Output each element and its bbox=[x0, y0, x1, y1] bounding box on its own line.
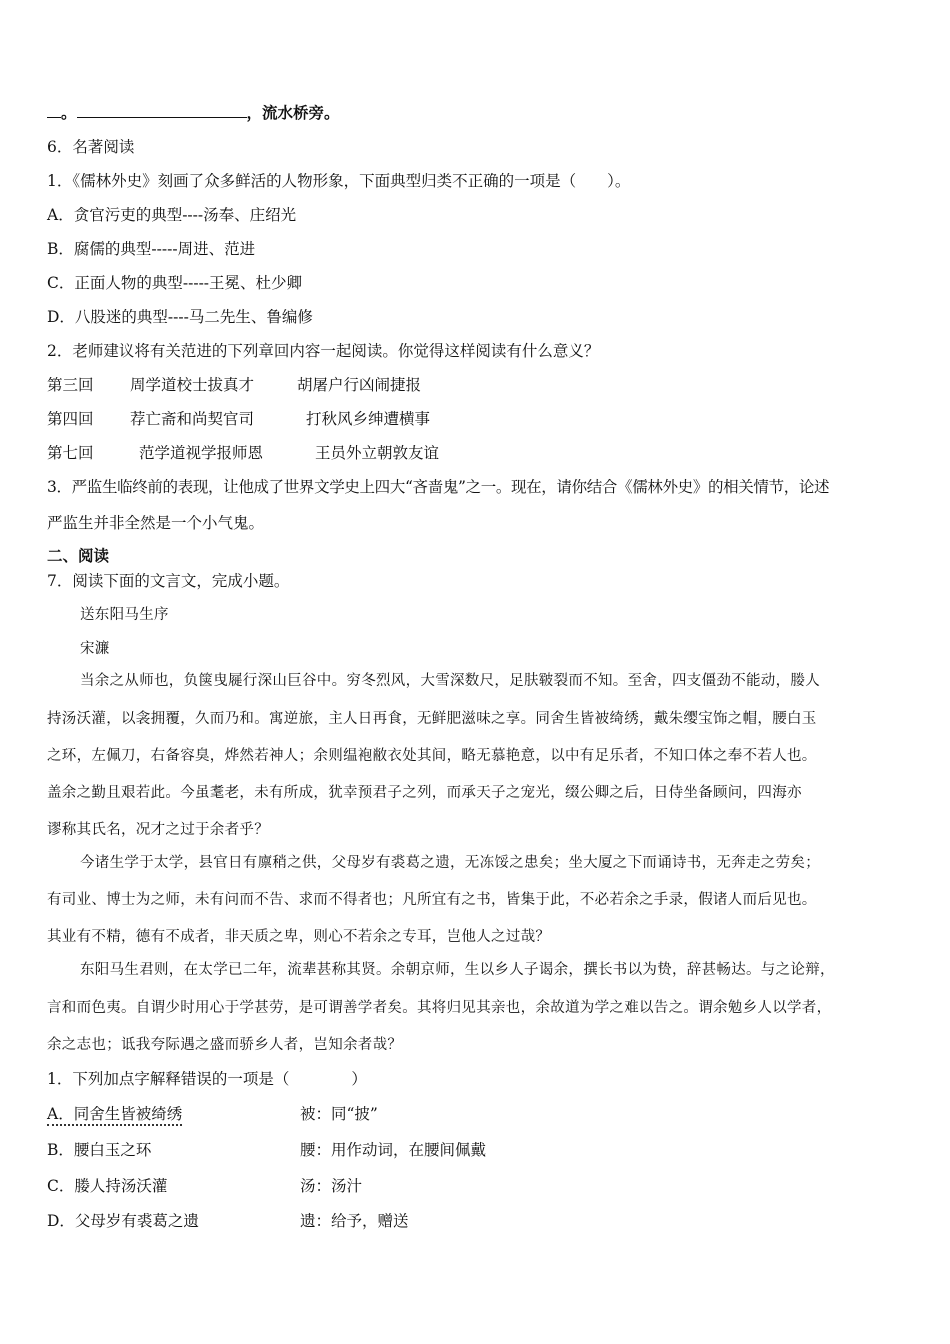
option-explanation: 汤：汤汁 bbox=[300, 1177, 363, 1195]
chapter-title-a: 范学道视学报师恩 bbox=[139, 444, 264, 462]
option-text: C．媵人持汤沃灌 bbox=[47, 1177, 168, 1195]
line-text: ，流水桥旁。 bbox=[246, 104, 340, 122]
passage-line: 有司业、博士为之师，未有问而不告、求而不得者也；凡所宜有之书，皆集于此，不必若余之手录，假诸人而后见也。 bbox=[47, 892, 817, 908]
option-text: B．腰白玉之环 bbox=[47, 1141, 152, 1159]
option-text: D．父母岁有裘葛之遗 bbox=[47, 1212, 199, 1230]
sub-option-a bbox=[47, 1104, 378, 1124]
passage-line: 盖余之勤且艰若此。今虽耄老，未有所成，犹幸预君子之列，而承天子之宠光，缀公卿之后，日侍坐备顾问，四海亦 bbox=[47, 785, 802, 801]
option-d: D．八股迷的典型----马二先生、鲁编修 bbox=[47, 308, 313, 326]
option-explanation: 被：同“披” bbox=[300, 1105, 378, 1123]
question-7: 7．阅读下面的文言文，完成小题。 bbox=[47, 572, 290, 590]
poem-fill-line bbox=[47, 103, 340, 123]
passage-title: 送东阳马生序 bbox=[80, 607, 169, 623]
question-6-title: 6．名著阅读 bbox=[47, 138, 135, 156]
chapter-title-b: 打秋风乡绅遭横事 bbox=[306, 410, 431, 428]
blank-suffix: 。 bbox=[61, 104, 77, 122]
passage-line: 东阳马生君则，在太学已二年，流辈甚称其贤。余朝京师，生以乡人子谒余，撰长书以为贽，辞甚畅达。与之论辩， bbox=[80, 962, 835, 978]
fill-blank bbox=[47, 103, 61, 118]
option-explanation: 遗：给予，赠送 bbox=[300, 1212, 409, 1230]
chapter-title-b: 胡屠户行凶闹捷报 bbox=[297, 376, 422, 394]
passage-line: 持汤沃灌，以衾拥覆，久而乃和。寓逆旅，主人日再食，无鲜肥滋味之享。同舍生皆被绮绣，戴朱缨宝饰之帽，腰白玉 bbox=[47, 711, 817, 727]
chapter-row bbox=[47, 443, 440, 463]
option-c: C．正面人物的典型-----王冕、杜少卿 bbox=[47, 274, 303, 292]
passage-line: 当余之从师也，负箧曳屣行深山巨谷中。穷冬烈风，大雪深数尺，足肤皲裂而不知。至舍，四支僵劲不能动，媵人 bbox=[80, 673, 820, 689]
question-1: 1．《儒林外史》刻画了众多鲜活的人物形象，下面典型归类不正确的一项是（ ）。 bbox=[47, 172, 631, 190]
chapter-title-b: 王员外立朝敦友谊 bbox=[315, 444, 440, 462]
question-3-line: 3．严监生临终前的表现，让他成了世界文学史上四大“吝啬鬼”之一。现在，请你结合《儒林外史》的相关情节，论述 bbox=[47, 478, 830, 496]
section-2-heading: 二、阅读 bbox=[47, 547, 110, 565]
passage-line: 之环，左佩刀，右备容臭，烨然若神人；余则缊袍敝衣处其间，略无慕艳意，以中有足乐者，不知口体之奉不若人也。 bbox=[47, 748, 817, 764]
chapter-number: 第七回 bbox=[47, 444, 94, 462]
option-text: A．同舍生皆被绮绣 bbox=[47, 1105, 182, 1126]
question-2: 2．老师建议将有关范进的下列章回内容一起阅读。你觉得这样阅读有什么意义？ bbox=[47, 342, 600, 360]
passage-line: 言和而色夷。自谓少时用心于学甚劳，是可谓善学者矣。其将归见其亲也，余故道为学之难以告之。谓余勉乡人以学者， bbox=[47, 1000, 832, 1016]
chapter-number: 第三回 bbox=[47, 376, 94, 394]
question-3-line: 严监生并非全然是一个小气鬼。 bbox=[47, 514, 265, 532]
passage-author: 宋濂 bbox=[80, 641, 110, 657]
fill-blank bbox=[77, 103, 247, 118]
passage-line: 今诸生学于太学，县官日有廪稍之供，父母岁有裘葛之遗，无冻馁之患矣；坐大厦之下而诵诗书，无奔走之劳矣； bbox=[80, 855, 820, 871]
passage-line: 谬称其氏名，况才之过于余者乎？ bbox=[47, 822, 269, 838]
passage-line: 余之志也；诋我夸际遇之盛而骄乡人者，岂知余者哉？ bbox=[47, 1037, 403, 1053]
chapter-row bbox=[47, 375, 422, 395]
chapter-title-a: 周学道校士拔真才 bbox=[130, 376, 255, 394]
sub-option-c bbox=[47, 1176, 363, 1196]
chapter-title-a: 荐亡斋和尚契官司 bbox=[130, 410, 255, 428]
option-explanation: 腰：用作动词，在腰间佩戴 bbox=[300, 1141, 487, 1159]
option-a: A．贪官污吏的典型----汤奉、庄绍光 bbox=[47, 206, 297, 224]
sub-option-b bbox=[47, 1140, 487, 1160]
sub-question-1: 1．下列加点字解释错误的一项是（ ） bbox=[47, 1070, 367, 1088]
sub-option-d bbox=[47, 1211, 409, 1231]
chapter-number: 第四回 bbox=[47, 410, 94, 428]
chapter-row bbox=[47, 409, 431, 429]
passage-line: 其业有不精，德有不成者，非天质之卑，则心不若余之专耳，岂他人之过哉？ bbox=[47, 929, 551, 945]
option-b: B．腐儒的典型-----周进、范进 bbox=[47, 240, 256, 258]
